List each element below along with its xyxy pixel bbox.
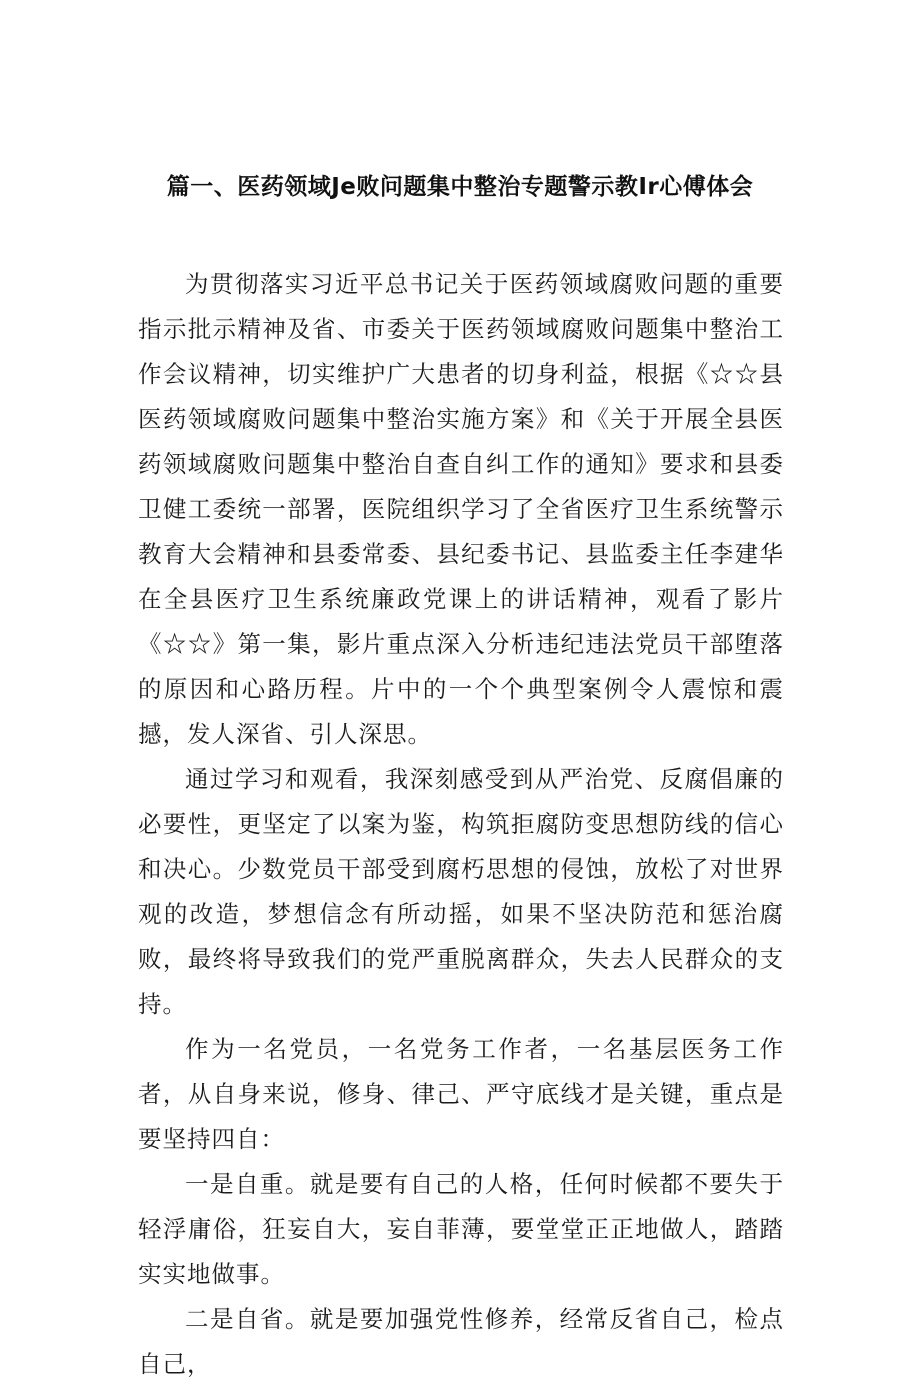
- paragraph-2: 通过学习和观看，我深刻感受到从严治党、反腐倡廉的必要性，更坚定了以案为鉴，构筑拒腐防变思想防线的信心和决心。少数党员干部受到腐朽思想的侵蚀，放松了对世界观的改造，梦想信念有所动摇，如果不坚决防范和惩治腐败，最终将导致我们的党严重脱离群众，失去人民群众的支持。: [138, 765, 784, 1018]
- paragraph-3: 作为一名党员，一名党务工作者，一名基层医务工作者，从自身来说，修身、律己、严守底线才是关键，重点是要坚持四自：: [138, 1035, 784, 1153]
- document-title: 篇一、医药领域Je败问题集中整治专题警示教Ir心傅体会: [166, 174, 754, 200]
- paragraph-5: 二是自省。就是要加强党性修养，经常反省自己，检点自己，: [138, 1305, 784, 1378]
- paragraph-4: 一是自重。就是要有自己的人格，任何时候都不要失于轻浮庸俗，狂妄自大，妄自菲薄，要堂堂正正地做人，踏踏实实地做事。: [138, 1170, 784, 1288]
- paragraph-1: 为贯彻落实习近平总书记关于医药领域腐败问题的重要指示批示精神及省、市委关于医药领域腐败问题集中整治工作会议精神，切实维护广大患者的切身利益，根据《☆☆县医药领域腐败问题集中整治实施方案》和《关于开展全县医药领域腐败问题集中整治自查自纠工作的通知》要求和县委卫健工委统一部署，医院组织学习了全省医疗卫生系统警示教育大会精神和县委常委、县纪委书记、县监委主任李建华在全县医疗卫生系统廉政党课上的讲话精神，观看了影片《☆☆》第一集，影片重点深入分析违纪违法党员干部堕落的原因和心路历程。片中的一个个典型案例令人震惊和震撼，发人深省、引人深思。: [138, 270, 784, 748]
- document-body: [138, 262, 784, 1387]
